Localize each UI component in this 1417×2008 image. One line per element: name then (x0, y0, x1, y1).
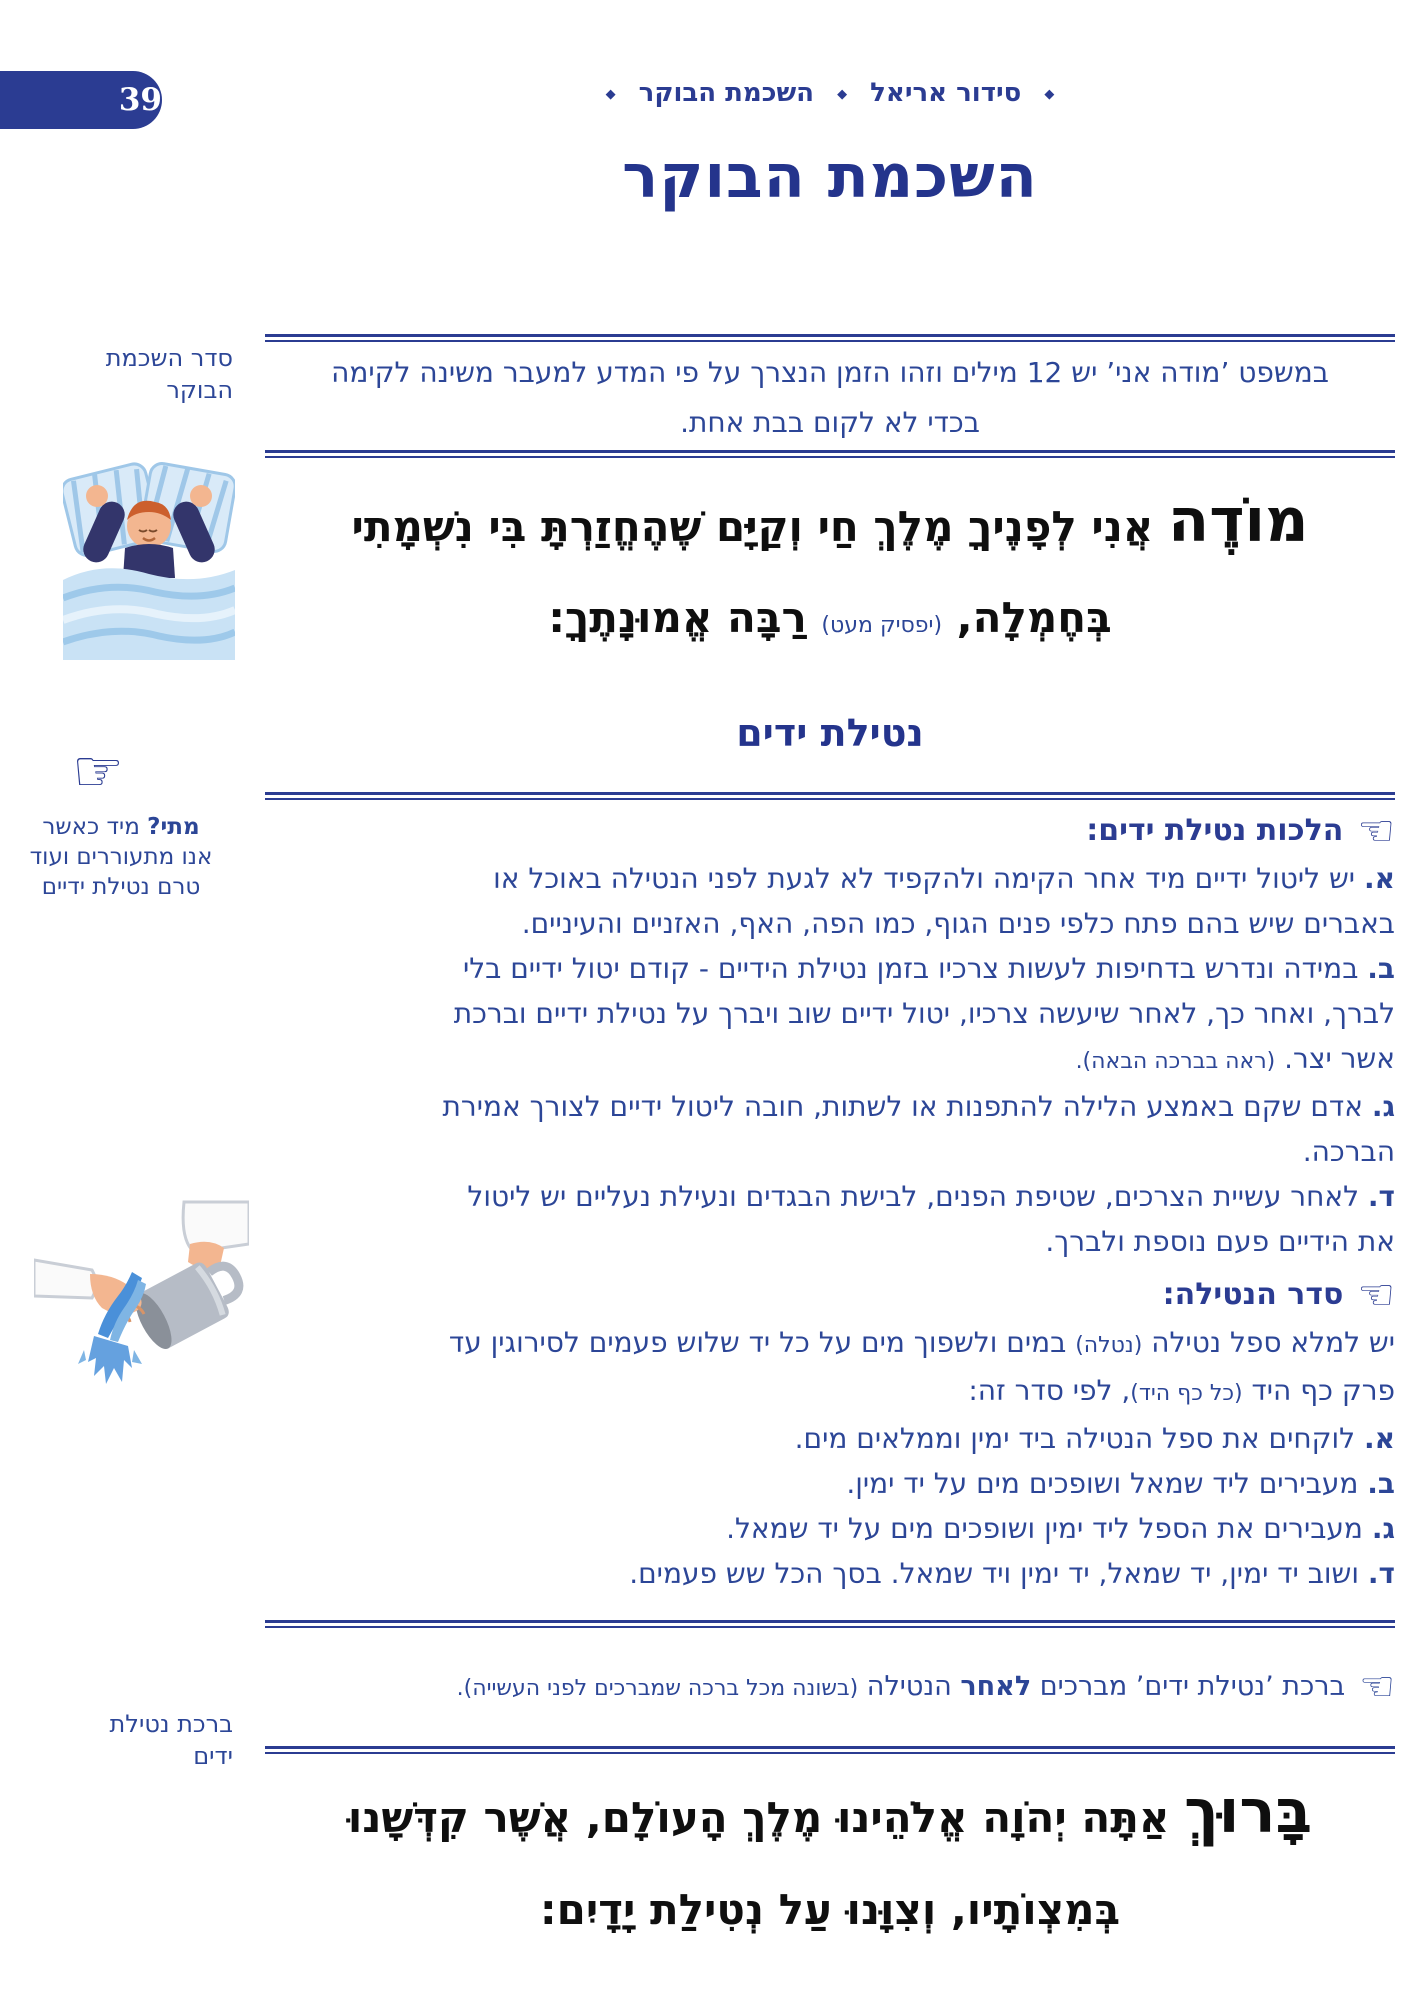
halacha-line: אשר יצר. (ראה בברכה הבאה). (1075, 1041, 1395, 1075)
sleeping-person-illustration (63, 452, 235, 664)
book-title: סידור אריאל (870, 78, 1022, 108)
section-name: השכמת הבוקר (638, 78, 815, 108)
pointing-hand-left-icon: ☜ (1359, 1663, 1395, 1710)
halacha-line: באברים שיש בהם פתח כלפי פנים הגוף, כמו הפה, האף, האזניים והעיניים. (521, 906, 1395, 940)
section-title-netilat-yadayim: נטילת ידים (736, 711, 924, 755)
modeh-ani-line-1: מוֹדֶה אֲנִי לְפָנֶיךָ מֶלֶךְ חַי וְקַיָּם שֶׁהֶחֱזַרְתָּ בִּי נִשְׁמָתִי (351, 486, 1309, 556)
halacha-line: ד. לאחר עשיית הצרכים, שטיפת הפנים, לבישת הבגדים ונעילת נעליים יש ליטול (467, 1179, 1395, 1213)
netila-line: ד. ושוב יד ימין, יד שמאל, יד ימין ויד שמאל. בסך הכל שש פעמים. (629, 1556, 1395, 1590)
intro-line-2: בכדי לא לקום בבת אחת. (680, 406, 980, 439)
page-number: 39 (118, 82, 162, 118)
netilat-yadayim-blessing (265, 1764, 1395, 1954)
netila-order-heading: סדר הנטילה: (1162, 1277, 1344, 1313)
divider-rule (265, 450, 1395, 458)
pointing-hand-left-icon: ☜ (1357, 805, 1395, 855)
intro-note (265, 342, 1395, 448)
netila-line: א. לוקחים את ספל הנטילה ביד ימין וממלאים מים. (794, 1421, 1395, 1455)
pointing-hand-left-icon: ☜ (1357, 1269, 1395, 1319)
halacha-line: ב. במידה ונדרש בדחיפות לעשות צרכיו בזמן נטילת הידיים - קודם יטול ידיים בלי (462, 951, 1395, 985)
netila-order-heading-row (265, 1269, 1395, 1319)
opening-word: בָּרוּךְ (1184, 1776, 1313, 1847)
margin-note-birkat-netilat-yadayim: ברכת נטילת ידים (109, 1710, 233, 1770)
halachot-heading-row (265, 805, 1395, 855)
netila-line: ג. מעבירים את הספל ליד ימין ושופכים מים על יד שמאל. (726, 1511, 1395, 1545)
page-number-tab (0, 71, 162, 129)
blessing-line-1: בָּרוּךְ אַתָּה יְהֹוָה אֱלֹהֵינוּ מֶלֶךְ הָעוֹלָם, אֲשֶׁר קִדְּשָׁנוּ (347, 1776, 1313, 1847)
modeh-ani-line-2: בְּחֶמְלָה, (יפסיק מעט) רַבָּה אֱמוּנָתֶךָ: (548, 593, 1112, 642)
halacha-line: א. יש ליטול ידיים מיד אחר הקימה ולהקפיד לא לגעת לפני הנטילה באוכל או (493, 861, 1395, 895)
modeh-ani-prayer (265, 472, 1395, 668)
netila-line: פרק כף היד (כל כף היד), לפי סדר זה: (968, 1373, 1395, 1407)
halacha-line: ג. אדם שקם באמצע הלילה להתפנות או לשתות, חובה ליטול ידיים לצורך אמירת (442, 1089, 1395, 1123)
halacha-line: לברך, ואחר כך, לאחר שיעשה צרכיו, יטול ידיים שוב ויברך על נטילת ידיים וברכת (453, 996, 1395, 1030)
divider-rule (265, 1620, 1395, 1628)
halacha-line: את הידיים פעם נוספת ולברך. (1045, 1224, 1395, 1258)
main-column (265, 0, 1395, 1954)
blessing-timing-note (265, 1628, 1395, 1746)
pointing-hand-right-icon: ☞ (72, 737, 124, 805)
divider-rule (265, 792, 1395, 800)
note-text: ברכת ’נטילת ידים’ מברכים לאחר הנטילה (בשונה מכל ברכה שמברכים לפני העשייה). (456, 1671, 1346, 1703)
halacha-line: הברכה. (1302, 1134, 1395, 1168)
netila-line: ב. מעבירים ליד שמאל ושופכים מים על יד ימין. (846, 1466, 1395, 1500)
halachot-heading: הלכות נטילת ידים: (1086, 813, 1344, 849)
netila-line: יש למלא ספל נטילה (נטלה) במים ולשפוך מים על כל יד שלוש פעמים לסירוגין עד (448, 1325, 1395, 1359)
diamond-separator-icon: ◆ (1044, 87, 1055, 102)
divider-rule (265, 334, 1395, 342)
washing-hands-illustration (34, 1200, 249, 1404)
diamond-separator-icon: ◆ (605, 87, 616, 102)
diamond-separator-icon: ◆ (837, 87, 848, 102)
intro-line-1: במשפט ’מודה אני’ יש 12 מילים וזהו הזמן הנצרך על פי המדע למעבר משינה לקימה (331, 356, 1329, 389)
halachot-text (265, 856, 1395, 1264)
page-title: השכמת הבוקר (622, 142, 1038, 212)
netila-order-text (265, 1320, 1395, 1596)
divider-rule (265, 1746, 1395, 1754)
opening-word: מוֹדֶה (1168, 486, 1309, 556)
blessing-line-2: בְּמִצְוֹתָיו, וְצִוָּנוּ עַל נְטִילַת יָדָיִם: (539, 1884, 1121, 1934)
margin-note-matai: מתי? מיד כאשר אנו מתעוררים ועוד טרם נטילת ידיים (29, 814, 213, 900)
margin-note-seder-hashkamat-haboker: סדר השכמת הבוקר (105, 344, 233, 404)
pause-instruction: (יפסיק מעט) (821, 613, 943, 638)
